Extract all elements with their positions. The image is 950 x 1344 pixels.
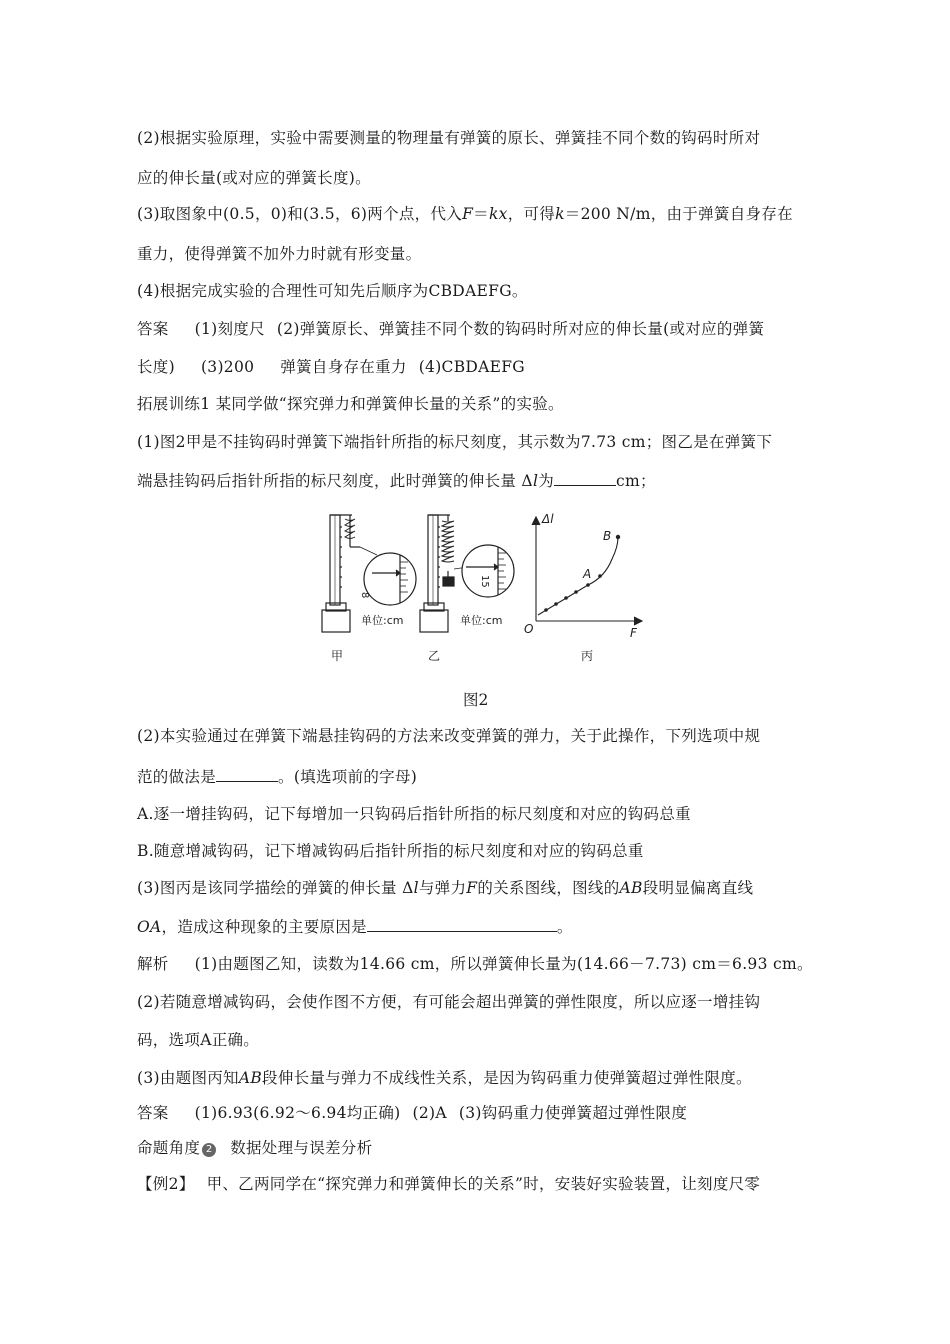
option-a: A.逐一增挂钩码，记下每增加一只钩码后指针所指的标尺刻度和对应的钩码总重	[137, 805, 691, 823]
figure-caption: 图2	[463, 691, 489, 709]
option-b: B.随意增减钩码，记下增减钩码后指针所指的标尺刻度和对应的钩码总重	[137, 842, 644, 860]
origin-label: O	[524, 622, 534, 636]
q1-line-2: 端悬挂钩码后指针所指的标尺刻度，此时弹簧的伸长量 Δl为 cm；	[137, 472, 656, 490]
analysis-line-1: 解析 (1)由题图乙知，读数为14.66 cm，所以弹簧伸长量为(14.66－7.73) cm＝6.93 cm。	[137, 955, 813, 973]
point-b-label: B	[603, 529, 612, 543]
analysis-line-4: (3)由题图丙知AB段伸长量与弹力不成线性关系，是因为钩码重力使弹簧超过弹性限度。	[137, 1069, 752, 1087]
q2-line-2: 范的做法是 。(填选项前的字母)	[137, 768, 418, 786]
unit-label-1: 单位:cm	[361, 614, 404, 627]
unit-label-2: 单位:cm	[460, 614, 503, 627]
answer-blank	[367, 917, 557, 932]
analysis-line-3: 码，选项A正确。	[137, 1031, 260, 1049]
q1-line-1: (1)图2甲是不挂钩码时弹簧下端指针所指的标尺刻度，其示数为7.73 cm；图乙是在弹簧下	[137, 433, 773, 451]
label-yi: 乙	[428, 649, 441, 663]
answer-blank	[554, 471, 616, 486]
line-3: (3)取图象中(0.5，0)和(3.5，6)两个点，代入F＝kx，可得k＝200 N/m，由于弹簧自身存在	[137, 205, 793, 223]
label-bing: 丙	[581, 649, 594, 663]
q2-line-1: (2)本实验通过在弹簧下端悬挂钩码的方法来改变弹簧的弹力，关于此操作，下列选项中规	[137, 727, 761, 745]
analysis-line-2: (2)若随意增减钩码，会使作图不方便，有可能会超出弹簧的弹性限度，所以应逐一增挂钩	[137, 993, 761, 1011]
axis-x-label: F	[630, 626, 637, 640]
section-heading: 命题角度 2 数据处理与误差分析	[137, 1139, 373, 1157]
line-4: 重力，使得弹簧不加外力时就有形变量。	[137, 245, 422, 263]
answer-line-2: 长度) (3)200 弹簧自身存在重力 (4)CBDAEFG	[137, 358, 525, 376]
number-2-badge: 2	[202, 1143, 216, 1157]
example-2-line: 【例2】 甲、乙两同学在“探究弹力和弹簧伸长的关系”时，安装好实验装置，让刻度尺零	[137, 1175, 761, 1193]
exercise-title: 拓展训练1 某同学做“探究弹力和弹簧伸长量的关系”的实验。	[137, 395, 564, 413]
answer-line-3: 答案 (1)6.93(6.92～6.94均正确) (2)A (3)钩码重力使弹簧超过弹性限度	[137, 1104, 688, 1122]
axis-y-label: Δl	[542, 512, 554, 526]
line-1: (2)根据实验原理，实验中需要测量的物理量有弹簧的原长、弹簧挂不同个数的钩码时所对	[137, 129, 761, 147]
answer-blank	[216, 767, 278, 782]
q3-line-1: (3)图丙是该同学描绘的弹簧的伸长量 Δl与弹力F的关系图线，图线的AB段明显偏离直线	[137, 879, 754, 897]
figure-2	[300, 507, 660, 677]
line-5: (4)根据完成实验的合理性可知先后顺序为CBDAEFG。	[137, 282, 528, 300]
answer-line-1: 答案 (1)刻度尺 (2)弹簧原长、弹簧挂不同个数的钩码时所对应的伸长量(或对应的弹簧	[137, 320, 765, 338]
tick-label-8: 8	[359, 592, 370, 599]
point-a-label: A	[583, 567, 592, 581]
label-jia: 甲	[331, 649, 344, 663]
line-2: 应的伸长量(或对应的弹簧长度)。	[137, 169, 371, 187]
q3-line-2: OA，造成这种现象的主要原因是 。	[137, 918, 573, 936]
tick-label-15: 15	[479, 575, 490, 588]
